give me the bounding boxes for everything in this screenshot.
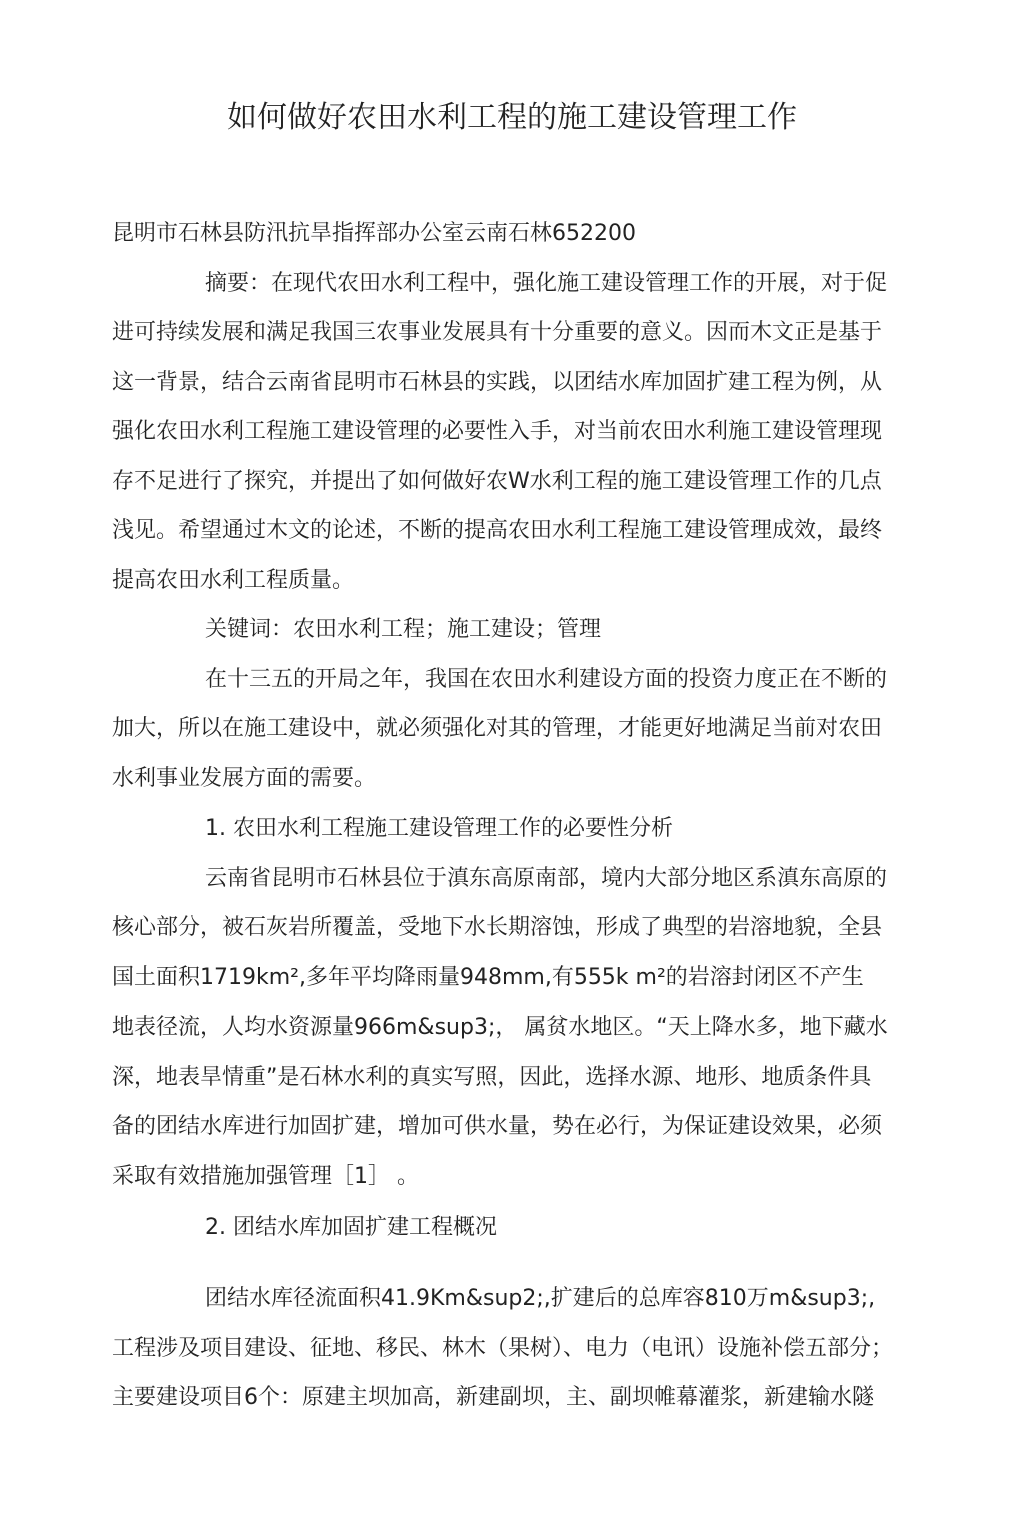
author-affiliation: 昆明市石林县防汛抗旱指挥部办公室云南石林652200: [112, 221, 636, 246]
section-1-line: 备的团结水库进行加固扩建，增加可供水量，势在必行，为保证建设效果，必须: [112, 1114, 883, 1139]
section-2-line: 团结水库径流面积41.9Km&sup2;,扩建后的总库容810万m&sup3;,: [205, 1286, 876, 1311]
section-1-line: 云南省昆明市石林县位于滇东高原南部，境内大部分地区系滇东高原的: [205, 866, 888, 891]
abstract-line: 强化农田水利工程施工建设管理的必要性入手，对当前农田水利施工建设管理现: [112, 419, 883, 444]
abstract-line: 摘要：在现代农田水利工程中，强化施工建设管理工作的开展，对于促: [205, 271, 888, 296]
abstract-line: 进可持续发展和满足我国三农事业发展具有十分重要的意义。因而木文正是基于: [112, 320, 883, 345]
intro-line: 加大，所以在施工建设中，就必须强化对其的管理，才能更好地满足当前对农田: [112, 716, 883, 741]
abstract-line: 存不足进行了探究，并提出了如何做好农W水利工程的施工建设管理工作的几点: [112, 469, 882, 494]
section-1-heading: 1. 农田水利工程施工建设管理工作的必要性分析: [205, 816, 673, 841]
document-title: 如何做好农田水利工程的施工建设管理工作: [227, 100, 797, 135]
abstract-line: 这一背景，结合云南省昆明市石林县的实践，以团结水库加固扩建工程为例，从: [112, 370, 883, 395]
section-2-line: 工程涉及项目建设、征地、移民、林木（果树）、电力（电讯）设施补偿五部分；: [112, 1336, 894, 1361]
abstract-line: 浅见。希望通过木文的论述，不断的提高农田水利工程施工建设管理成效，最终: [112, 518, 883, 543]
section-1-line: 采取有效措施加强管理［1］ 。: [112, 1164, 419, 1189]
intro-line: 水利事业发展方面的需要。: [112, 766, 377, 791]
abstract-line: 提高农田水利工程质量。: [112, 568, 355, 593]
section-2-line: 主要建设项目6个：原建主坝加高，新建副坝，主、副坝帷幕灌浆，新建输水隧: [112, 1385, 874, 1410]
section-1-line: 国土面积1719km²,多年平均降雨量948mm,有555k m²的岩溶封闭区不产生: [112, 965, 864, 990]
section-1-line: 深，地表旱情重”是石林水利的真实写照，因此，选择水源、地形、地质条件具: [112, 1065, 872, 1090]
intro-line: 在十三五的开局之年，我国在农田水利建设方面的投资力度正在不断的: [205, 667, 888, 692]
keywords: 关键词：农田水利工程；施工建设；管理: [205, 617, 602, 642]
section-2-heading: 2. 团结水库加固扩建工程概况: [205, 1215, 497, 1240]
section-1-line: 地表径流，人均水资源量966m&sup3;， 属贫水地区。“天上降水多，地下藏水: [112, 1015, 888, 1040]
section-1-line: 核心部分，被石灰岩所覆盖，受地下水长期溶蚀，形成了典型的岩溶地貌，全县: [112, 915, 883, 940]
